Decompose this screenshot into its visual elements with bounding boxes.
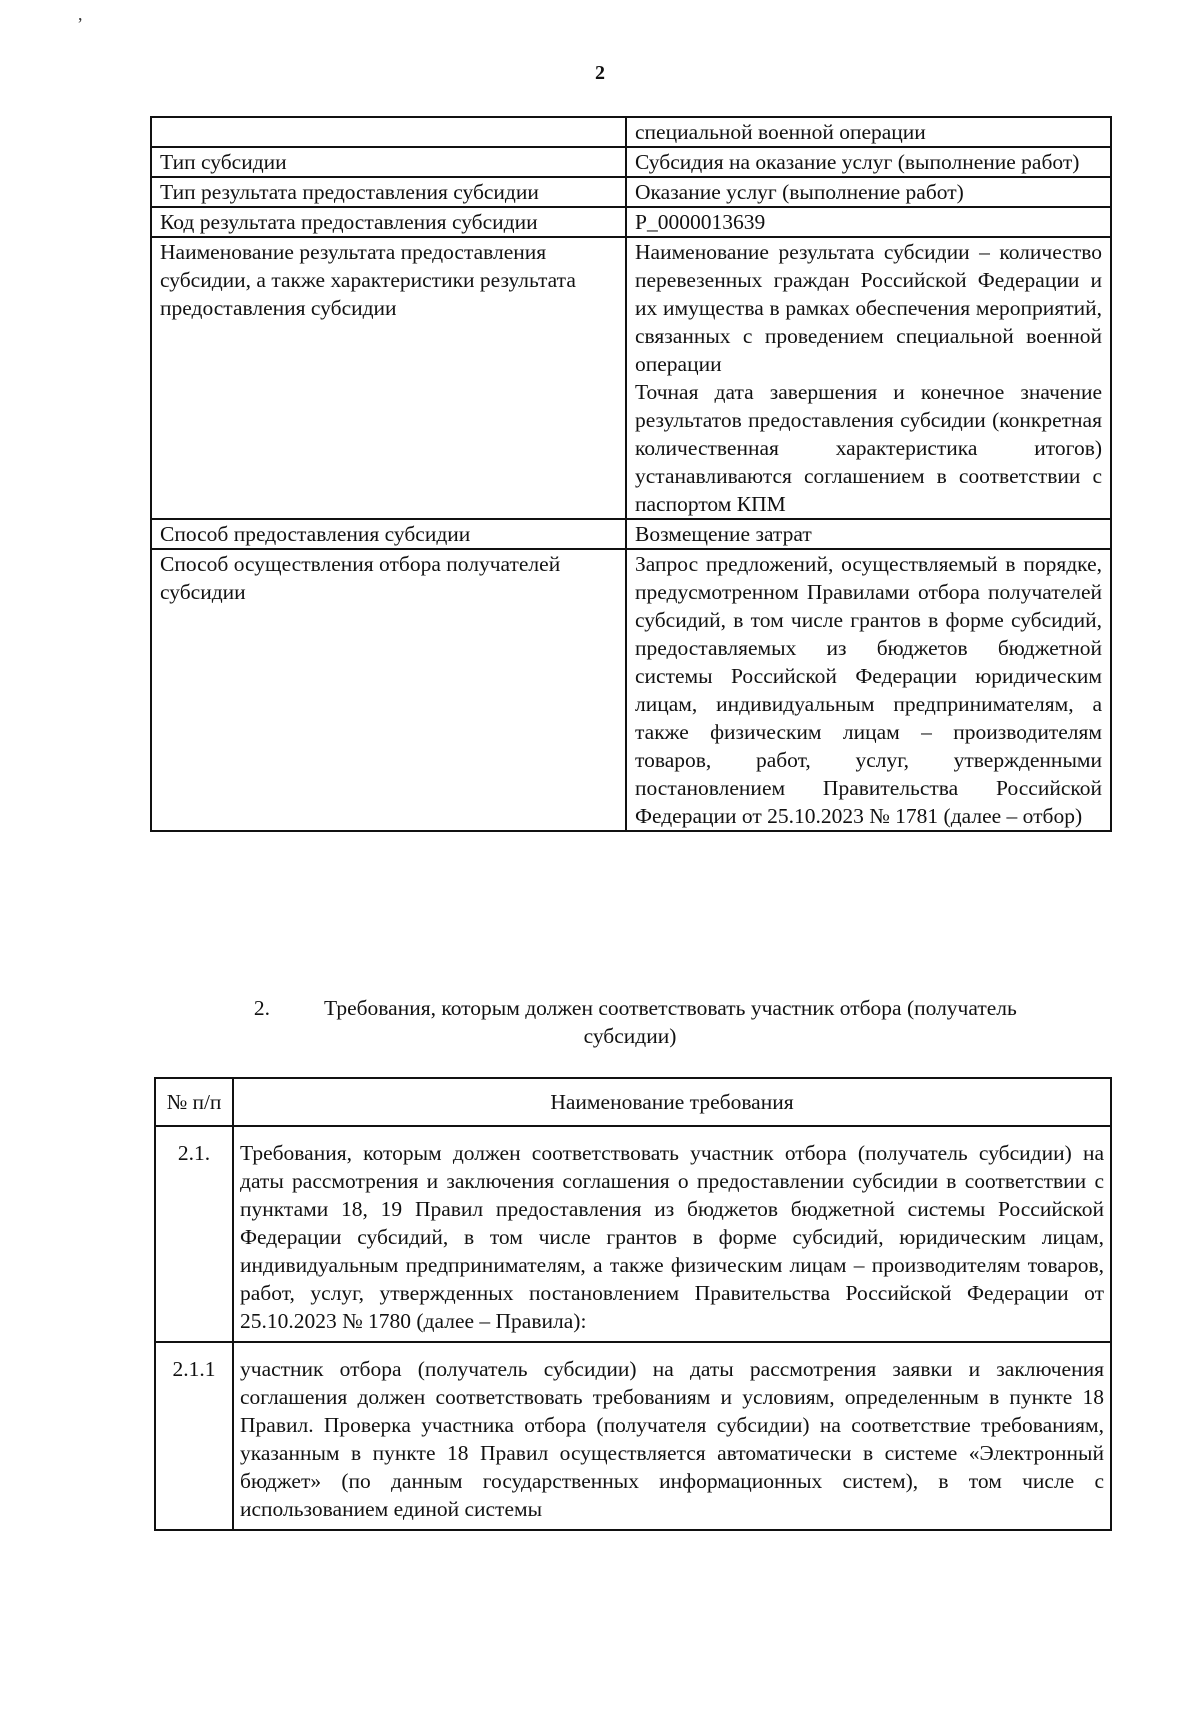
row-value: Субсидия на оказание услуг (выполнение работ) [626,147,1111,177]
result-date: Точная дата завершения и конечное значение результатов предоставления субсидии (конкретная количественная характеристика итогов) устанавливаются соглашением в соответствии с паспортом КПМ [635,380,1102,516]
row-number: 2.1.1 [155,1342,233,1530]
section-heading [150,994,1110,1050]
row-value: Запрос предложений, осуществляемый в порядке, предусмотренном Правилами отбора получателей субсидий, в том числе грантов в форме субсидий, предоставляемых из бюджетов бюджетной системы Российской Федерации юридическим лицам, индивидуальным предпринимателям, а также физическим лицам – производителям товаров, работ, услуг, утвержденными постановлением Правительства Российской Федерации от 25.10.2023 № 1781 (далее – отбор) [626,549,1111,831]
row-value: Возмещение затрат [626,519,1111,549]
column-header-name: Наименование требования [233,1078,1111,1126]
table-row [151,237,1111,519]
section-number: 2. [253,996,270,1020]
requirements-table [154,1077,1112,1531]
table-row [151,207,1111,237]
page-number: 2 [595,62,605,84]
row-number: 2.1. [155,1126,233,1342]
section-title-line2: субсидии) [583,1024,677,1048]
table-row [151,117,1111,147]
row-value: специальной военной операции [626,117,1111,147]
row-value [626,237,1111,519]
row-label: Способ осуществления отбора получателей субсидии [151,549,626,831]
row-value: Оказание услуг (выполнение работ) [626,177,1111,207]
table-row [151,147,1111,177]
row-label [151,117,626,147]
row-label: Способ предоставления субсидии [151,519,626,549]
table-header-row [155,1078,1111,1126]
table-row [155,1126,1111,1342]
subsidy-info-table [150,116,1112,832]
scan-mark: , [78,4,83,24]
row-label: Тип субсидии [151,147,626,177]
row-label: Тип результата предоставления субсидии [151,177,626,207]
table-row [151,549,1111,831]
row-text: Требования, которым должен соответствовать участник отбора (получатель субсидии) на даты рассмотрения и заключения соглашения о предоставлении субсидии в соответствии с пунктами 18, 19 Правил предоставления из бюджетов бюджетной системы Российской Федерации субсидий, в том числе грантов в форме субсидий, юридическим лицам, индивидуальным предпринимателям, а также физическим лицам – производителям товаров, работ, услуг, утвержденных постановлением Правительства Российской Федерации от 25.10.2023 № 1780 (далее – Правила): [233,1126,1111,1342]
table-row [151,519,1111,549]
row-value: P_0000013639 [626,207,1111,237]
section-title-line1: Требования, которым должен соответствовать участник отбора (получатель [324,996,1017,1020]
result-name: Наименование результата субсидии – количество перевезенных граждан Российской Федерации и их имущества в рамках обеспечения мероприятий, связанных с проведением специальной военной операции [635,240,1102,376]
column-header-number: № п/п [155,1078,233,1126]
row-text: участник отбора (получатель субсидии) на даты рассмотрения заявки и заключения соглашения должен соответствовать требованиям и условиям, определенным в пункте 18 Правил. Проверка участника отбора (получателя субсидии) на соответствие требованиям, указанным в пункте 18 Правил осуществляется автоматически в системе «Электронный бюджет» (по данным государственных информационных систем), в том числе с использованием единой системы [233,1342,1111,1530]
table-row [155,1342,1111,1530]
row-label: Наименование результата предоставления субсидии, а также характеристики результата предоставления субсидии [151,237,626,519]
table-row [151,177,1111,207]
row-label: Код результата предоставления субсидии [151,207,626,237]
